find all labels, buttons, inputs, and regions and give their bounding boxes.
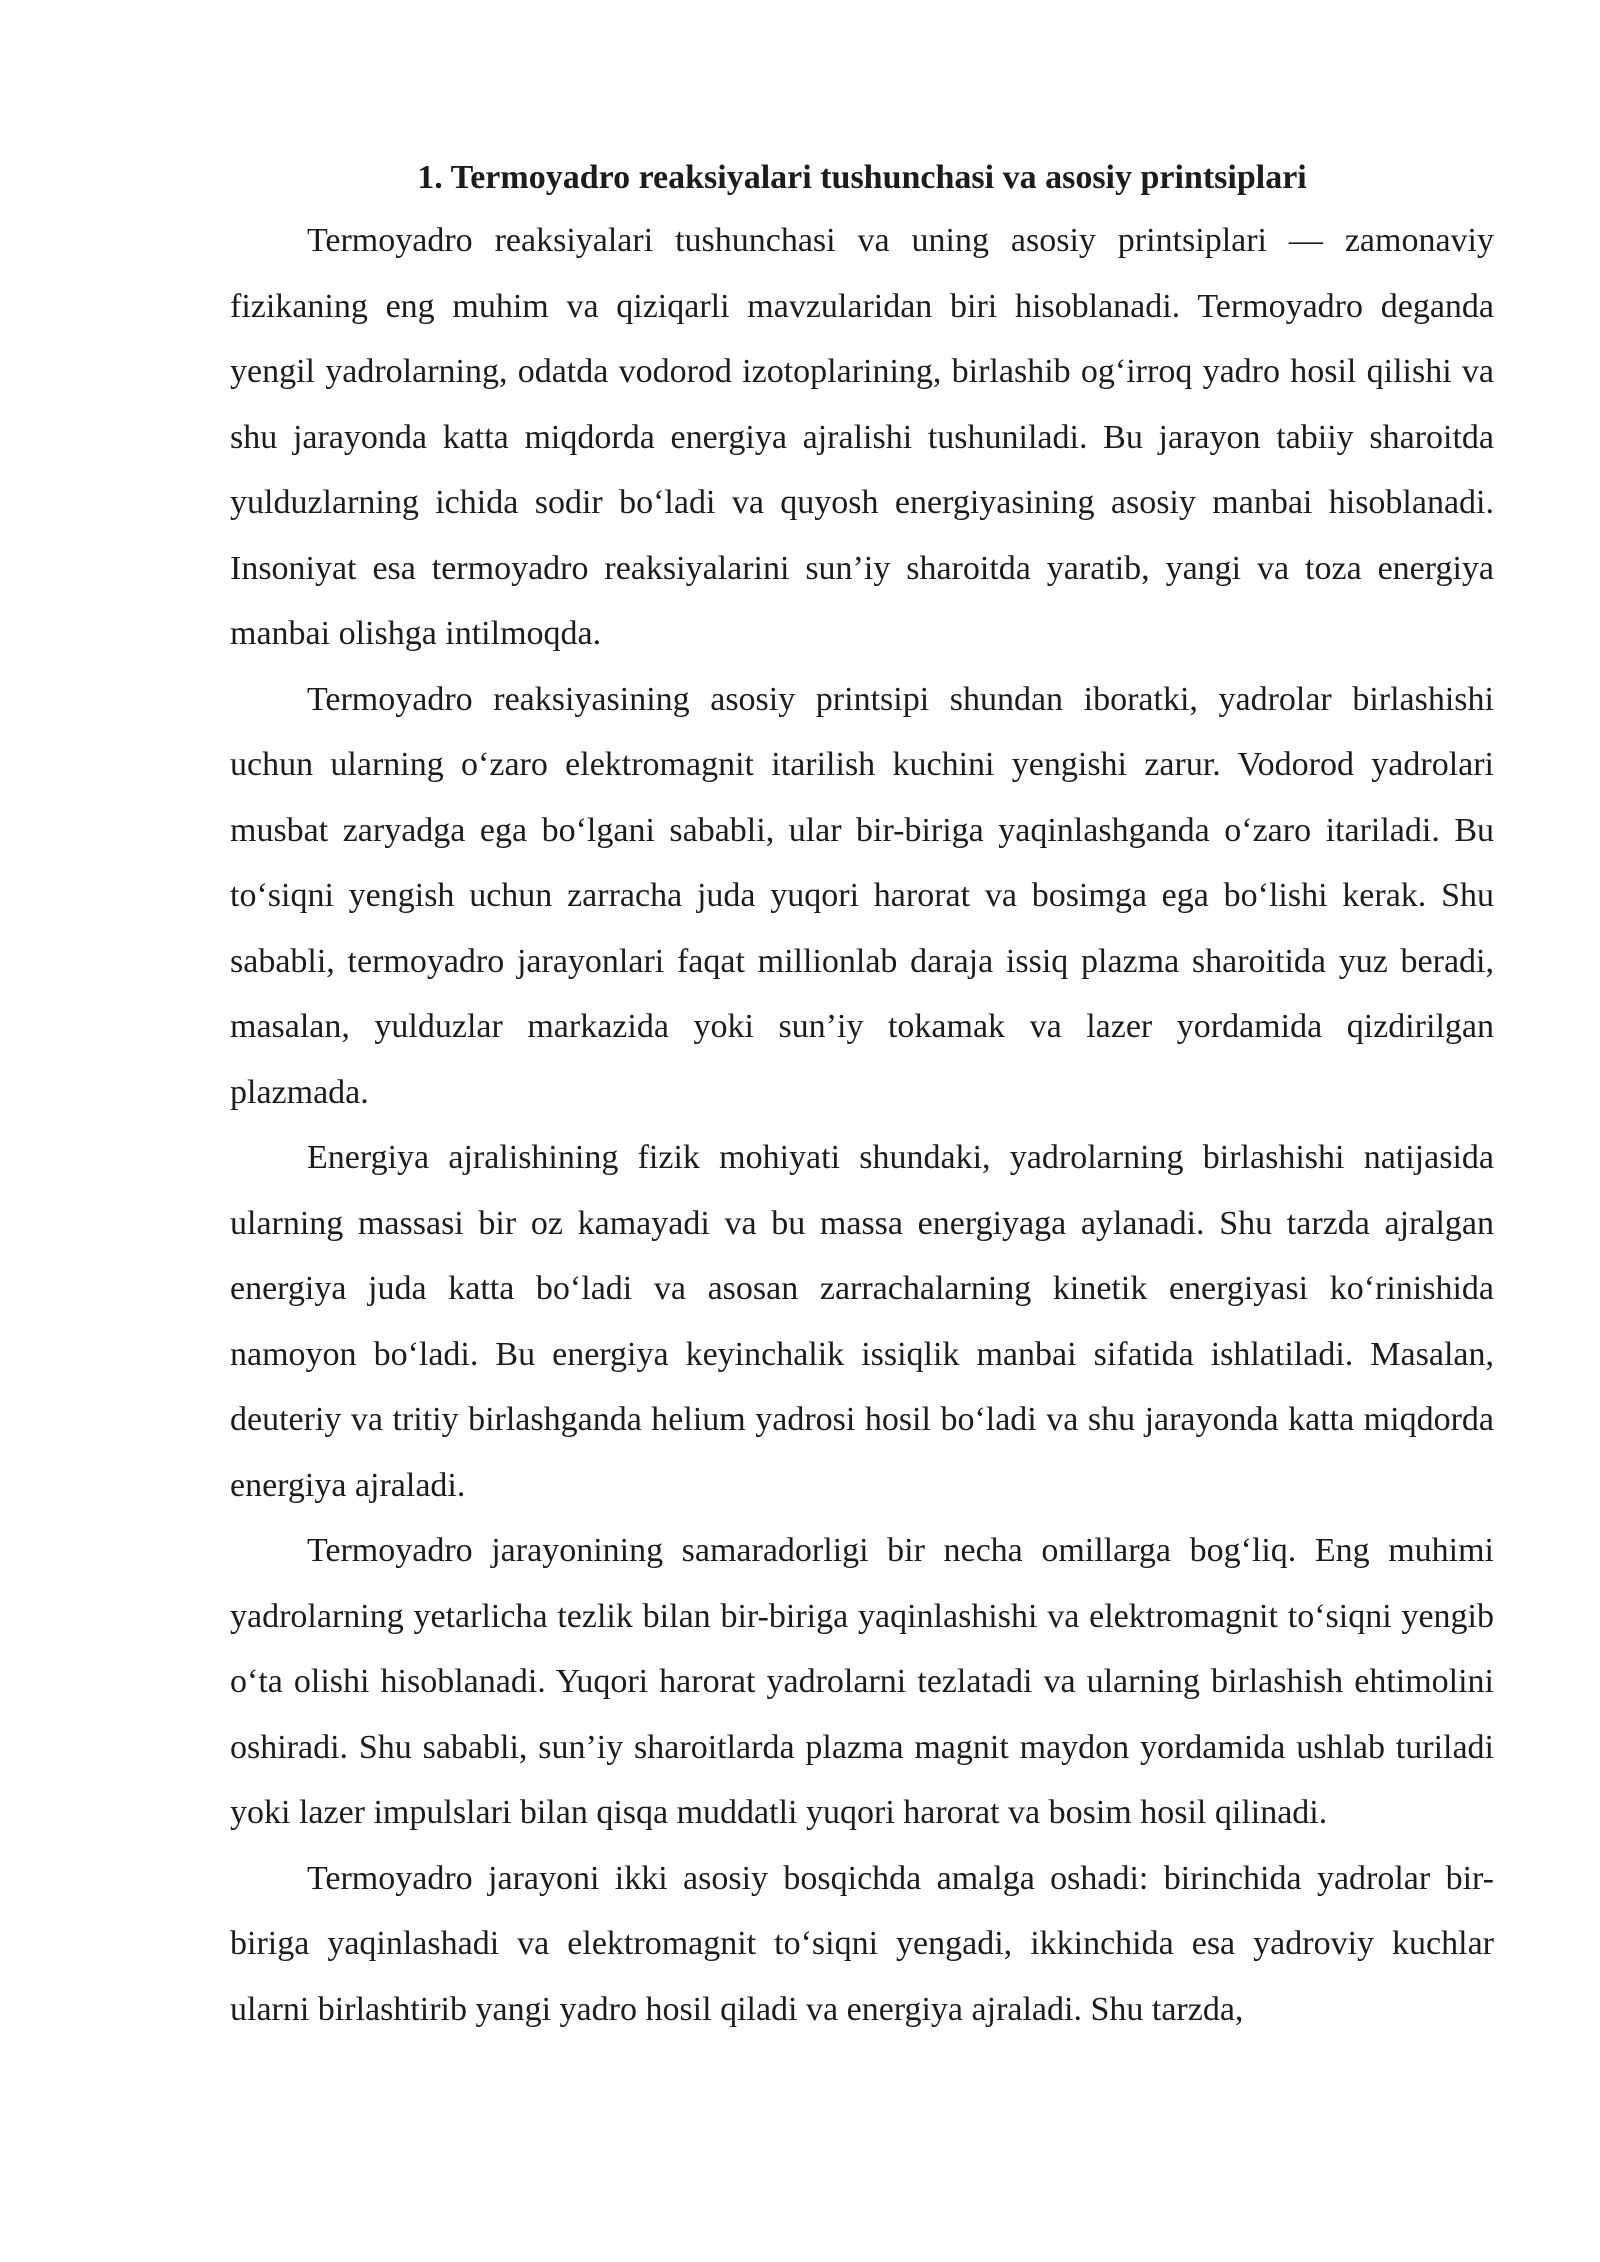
- paragraph-3: Energiya ajralishining fizik mohiyati shundaki, yadrolarning birlashishi natijasida ularning massasi bir oz kamayadi va bu massa energiyaga aylanadi. Shu tarzda ajralgan energiya juda katta bo‘ladi va asosan zarrachalarning kinetik energiyasi ko‘rinishida namoyon bo‘ladi. Bu energiya keyinchalik issiqlik manbai sifatida ishlatiladi. Masalan, deuteriy va tritiy birlashganda helium yadrosi hosil bo‘ladi va shu jarayonda katta miqdorda energiya ajraladi.: [230, 1139, 1494, 1504]
- document-body: [230, 148, 1494, 2042]
- paragraph-1: Termoyadro reaksiyalari tushunchasi va uning asosiy printsiplari — zamonaviy fizikaning eng muhim va qiziqarli mavzularidan biri hisoblanadi. Termoyadro deganda yengil yadrolarning, odatda vodorod izotoplarining, birlashib og‘irroq yadro hosil qilishi va shu jarayonda katta miqdorda energiya ajralishi tushuniladi. Bu jarayon tabiiy sharoitda yulduzlarning ichida sodir bo‘ladi va quyosh energiyasining asosiy manbai hisoblanadi. Insoniyat esa termoyadro reaksiyalarini sun’iy sharoitda yaratib, yangi va toza energiya manbai olishga intilmoqda.: [230, 222, 1494, 652]
- paragraph-4: Termoyadro jarayonining samaradorligi bir necha omillarga bog‘liq. Eng muhimi yadrolarning yetarlicha tezlik bilan bir-biriga yaqinlashishi va elektromagnit to‘siqni yengib o‘ta olishi hisoblanadi. Yuqori harorat yadrolarni tezlatadi va ularning birlashish ehtimolini oshiradi. Shu sababli, sun’iy sharoitlarda plazma magnit maydon yordamida ushlab turiladi yoki lazer impulslari bilan qisqa muddatli yuqori harorat va bosim hosil qilinadi.: [230, 1532, 1494, 1831]
- paragraph-5: Termoyadro jarayoni ikki asosiy bosqichda amalga oshadi: birinchida yadrolar bir-biriga yaqinlashadi va elektromagnit to‘siqni yengadi, ikkinchida esa yadroviy kuchlar ularni birlashtirib yangi yadro hosil qiladi va energiya ajraladi. Shu tarzda,: [230, 1859, 1494, 2028]
- paragraph-2: Termoyadro reaksiyasining asosiy printsipi shundan iboratki, yadrolar birlashishi uchun ularning o‘zaro elektromagnit itarilish kuchini yengishi zarur. Vodorod yadrolari musbat zaryadga ega bo‘lgani sababli, ular bir-biriga yaqinlashganda o‘zaro itariladi. Bu to‘siqni yengish uchun zarracha juda yuqori harorat va bosimga ega bo‘lishi kerak. Shu sababli, termoyadro jarayonlari faqat millionlab daraja issiq plazma sharoitida yuz beradi, masalan, yulduzlar markazida yoki sun’iy tokamak va lazer yordamida qizdirilgan plazmada.: [230, 680, 1494, 1111]
- section-heading: 1. Termoyadro reaksiyalari tushunchasi va asosiy printsiplari: [417, 159, 1307, 196]
